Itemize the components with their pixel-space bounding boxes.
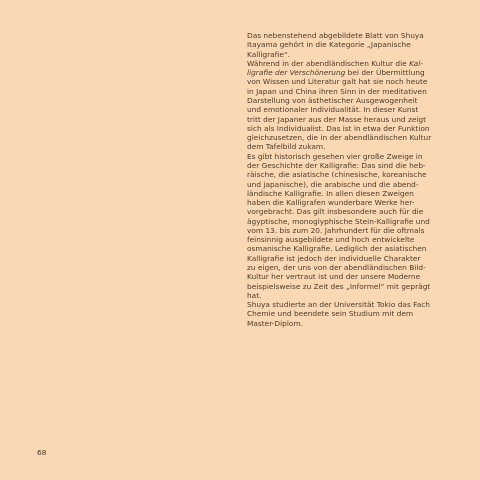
text-line: [247, 309, 443, 318]
text-segment: haben die Kalligrafen wunderbare Werke her-: [247, 198, 415, 208]
text-segment: gleichzusetzen, die in der abendländischen Kultur: [247, 133, 432, 143]
page-number: 68: [37, 448, 47, 457]
text-line: [247, 235, 443, 244]
text-line: [247, 300, 443, 309]
text-line: [247, 142, 443, 151]
text-line: [247, 170, 443, 179]
text-line: [247, 133, 443, 142]
text-line: [247, 31, 443, 40]
text-line: [247, 244, 443, 253]
text-segment: hat.: [247, 290, 262, 300]
text-segment: Kalligrafie ist jedoch der individuelle Charakter: [247, 253, 421, 263]
italic-text: ligrafie der Verschönerung: [247, 68, 346, 78]
text-segment: Das nebenstehend abgebildete Blatt von Shuya: [247, 31, 424, 40]
text-line: [247, 282, 443, 291]
text-line: [247, 68, 443, 77]
text-segment: Shuya studierte an der Universität Tokio das Fach: [247, 300, 430, 310]
text-segment: Kultur her vertraut ist und der unsere Moderne: [247, 272, 421, 282]
text-segment: der Geschichte der Kalligrafie: Das sind die heb-: [247, 160, 426, 170]
text-line: [247, 207, 443, 216]
text-line: [247, 254, 443, 263]
text-segment: vom 13. bis zum 20. Jahrhundert für die oftmals: [247, 225, 425, 235]
text-segment: in Japan und China ihren Sinn in der meditativen: [247, 86, 427, 96]
text-segment: Itayama gehört in die Kategorie „Japanische: [247, 40, 411, 50]
text-line: [247, 161, 443, 170]
text-segment: Chemie und beendete sein Studium mit dem: [247, 309, 414, 319]
text-line: [247, 319, 443, 328]
text-line: [247, 115, 443, 124]
text-line: [247, 180, 443, 189]
text-segment: Master-Diplom.: [247, 318, 303, 328]
text-segment: beispielsweise zu Zeit des „Informel“ mit geprägt: [247, 281, 431, 291]
text-segment: zu eigen, der uns von der abendländischen Bild-: [247, 263, 426, 273]
text-line: [247, 87, 443, 96]
text-segment: von Wissen und Literatur galt hat sie noch heute: [247, 77, 428, 87]
text-line: [247, 59, 443, 68]
text-segment: Während in der abendländischen Kultur die: [247, 58, 410, 68]
text-line: [247, 272, 443, 281]
text-line: [247, 217, 443, 226]
text-line: [247, 105, 443, 114]
text-segment: räische, die asiatische (chinesische, koreanische: [247, 170, 427, 180]
text-segment: tritt der Japaner aus der Masse heraus und zeigt: [247, 114, 427, 124]
text-segment: dem Tafelbild zukam.: [247, 142, 326, 152]
text-segment: und emotionaler Individualität. In dieser Kunst: [247, 105, 419, 115]
text-line: [247, 124, 443, 133]
italic-text: Kal-: [409, 58, 423, 68]
text-segment: Kalligrafie“.: [247, 49, 291, 59]
text-line: [247, 152, 443, 161]
text-segment: osmanische Kalligrafie. Lediglich der asiatischen: [247, 244, 427, 254]
text-segment: und japanische), die arabische und die abend-: [247, 179, 419, 189]
body-text: [247, 31, 443, 328]
text-segment: Darstellung von ästhetischer Ausgewogenheit: [247, 95, 418, 105]
text-line: [247, 189, 443, 198]
text-line: [247, 50, 443, 59]
text-line: [247, 226, 443, 235]
text-segment: sich als Individualist. Das ist in etwa der Funktion: [247, 123, 430, 133]
text-line: [247, 263, 443, 272]
text-segment: bei der Übermittlung: [345, 68, 425, 78]
text-segment: ägyptische, monoglyphische Stein-Kalligrafie und: [247, 216, 430, 226]
text-line: [247, 40, 443, 49]
text-segment: ländische Kalligrafie. In allen diesen Zweigen: [247, 188, 414, 198]
text-line: [247, 198, 443, 207]
text-segment: vorgebracht. Das gilt insbesondere auch für die: [247, 207, 424, 217]
text-segment: feinsinnig ausgebildete und hoch entwickelte: [247, 235, 415, 245]
text-line: [247, 291, 443, 300]
text-segment: Es gibt historisch gesehen vier große Zweige in: [247, 151, 423, 161]
text-line: [247, 96, 443, 105]
text-line: [247, 77, 443, 86]
